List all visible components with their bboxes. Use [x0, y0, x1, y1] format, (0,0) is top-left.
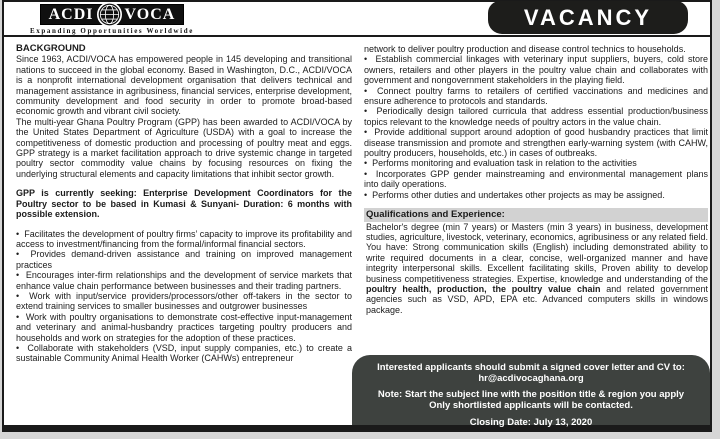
qualifications-title: Qualifications and Experience: [364, 208, 708, 221]
logo-text-voca: VOCA [124, 5, 176, 23]
bullet-item [364, 127, 708, 158]
bullet-text: Provides demand-driven assistance and training on improved management practices [16, 249, 352, 270]
qualifications-paragraph [364, 222, 708, 316]
bullet-text: Incorporates GPP gender mainstreaming and environmental management plans into daily operations. [364, 168, 708, 190]
bullet-text: Facilitates the development of poultry firms’ capacity to improve its profitability and access to investment/financing from the formal/informal financial sectors. [16, 228, 352, 249]
background-paragraph-1: Since 1963, ACDI/VOCA has empowered people in 145 developing and transitional nations to succeed in the global economy. Based in Washington, D.C., ACDI/VOCA is a nonprofit international development organisation that delivers technical and management assistance in agribusiness, financial services, enterprise development, community development and food security in order to promote broad-based economic growth and vibrant civil society. [16, 54, 352, 117]
bullet-item [16, 249, 352, 270]
bullet-item [364, 54, 708, 85]
application-line-1: Interested applicants should submit a signed cover letter and CV to: [377, 362, 685, 373]
seeking-heading: GPP is currently seeking: Enterprise Development Coordinators for the Poultry sector to be based in Kumasi & Sunyani- Duration: 6 months with possible extension. [16, 188, 352, 220]
bullet-text: Performs other duties and undertakes other projects as may be assigned. [372, 189, 665, 200]
bullet-item [16, 343, 352, 364]
bullet-text: Periodically design tailored curricula that address essential production/business topics relevant to the knowledge needs of poultry actors in the value chain. [364, 106, 708, 127]
background-paragraph-2: The multi-year Ghana Poultry Program (GPP) has been awarded to ACDI/VOCA by the United States Department of Agriculture (USDA) with a goal to increase the competitiveness of domestic production and processing of poultry meat and eggs. GPP strategy is a market facilitation approach to drive systemic change in targeted poultry sector commodity value chains by focusing resources on fixing the underlying structural elements and capacity limitations that inhibit sector growth. [16, 116, 352, 179]
qualifications-text-post: and related government agencies such as VSD, APD, EPA etc. Advanced computers skills in windows package. [366, 283, 708, 315]
logo-band [40, 4, 185, 25]
background-title: BACKGROUND [16, 43, 86, 54]
bullet-text: Work with poultry organisations to demonstrate cost-effective input-management and veterinary and animal-husbandry practices targeting poultry producers and households and work on strategies for the adoption of these practices. [16, 311, 352, 343]
bullet-text: Work with input/service providers/processors/other off-takers in the sector to extend training services to smaller businesses and outgrower businesses [16, 290, 353, 312]
bullet-item [364, 86, 708, 107]
bullet-text: Encourages inter-firm relationships and the development of service markets that enhance value chain performance between businesses and their trading partners. [16, 270, 353, 291]
vacancy-banner-label: VACANCY [523, 4, 653, 30]
acdi-voca-logo [30, 4, 194, 35]
application-email: hr@acdivocaghana.org [478, 373, 584, 384]
logo-tagline: Expanding Opportunities Worldwide [30, 27, 194, 35]
left-column [16, 44, 352, 425]
application-instructions-box [352, 355, 710, 428]
globe-icon [97, 2, 122, 27]
application-note-line-2: Only shortlisted applicants will be contacted. [429, 400, 633, 411]
vacancy-banner [488, 1, 688, 34]
bullet-text: Provide additional support around adoption of good husbandry practices that limit disease transmission and promote and strengthen early-warning system (with CAHW, poultry producers, households, etc.) in cases of outbreaks. [364, 127, 708, 159]
continuation-paragraph: network to deliver poultry production and disease control technics to households. [364, 44, 686, 54]
closing-date: Closing Date: July 13, 2020 [469, 417, 593, 428]
bullet-text: Connect poultry farms to retailers of certified vaccinations and medicines and ensure adherence to protocols and standards. [364, 85, 709, 107]
bullet-item [16, 312, 352, 343]
bullet-item [364, 106, 708, 127]
bullet-item [16, 291, 352, 312]
vacancy-advert-page [2, 0, 712, 432]
bullet-item [16, 229, 352, 250]
advert-header [4, 2, 710, 37]
bullet-text: Establish commercial linkages with veterinary input suppliers, buyers, cold store owners, retailers and other players in the poultry value chain and collaborates with government and nongovernment stakeholders in the playing field. [364, 54, 708, 86]
bullet-text: Performs monitoring and evaluation task in relation to the activities [372, 158, 637, 169]
bullet-item [364, 158, 708, 168]
bullet-item [364, 190, 708, 200]
qualifications-text-bold: poultry health, production, the poultry value chain [366, 283, 601, 294]
qualifications-text-pre: Bachelor's degree (min 7 years) or Masters (min 3 years) in business, development studies, agriculture, livestock, veterinary, economics, agribusiness or any related field. You have: Strong communication skills (English) including demonstrated ability to write required documents in a clear, concise, well-organized manner and have integrity interpersonal skills. Excellent facilitating skills, Proven ability to develop business competitiveness strategies. Expertise, knowledge and understanding of the [366, 221, 708, 284]
bullet-text: Collaborate with stakeholders (VSD, input supply companies, etc.) to create a sustainable Community Animal Health Worker (CAHWs) entrepreneur [16, 342, 353, 364]
right-bullet-list [364, 54, 708, 200]
bullet-item [364, 169, 708, 190]
bullet-item [16, 270, 352, 291]
logo-text-acdi: ACDI [48, 5, 94, 23]
application-note-line-1: Note: Start the subject line with the position title & region you apply [377, 389, 685, 400]
left-bullet-list [16, 229, 352, 364]
